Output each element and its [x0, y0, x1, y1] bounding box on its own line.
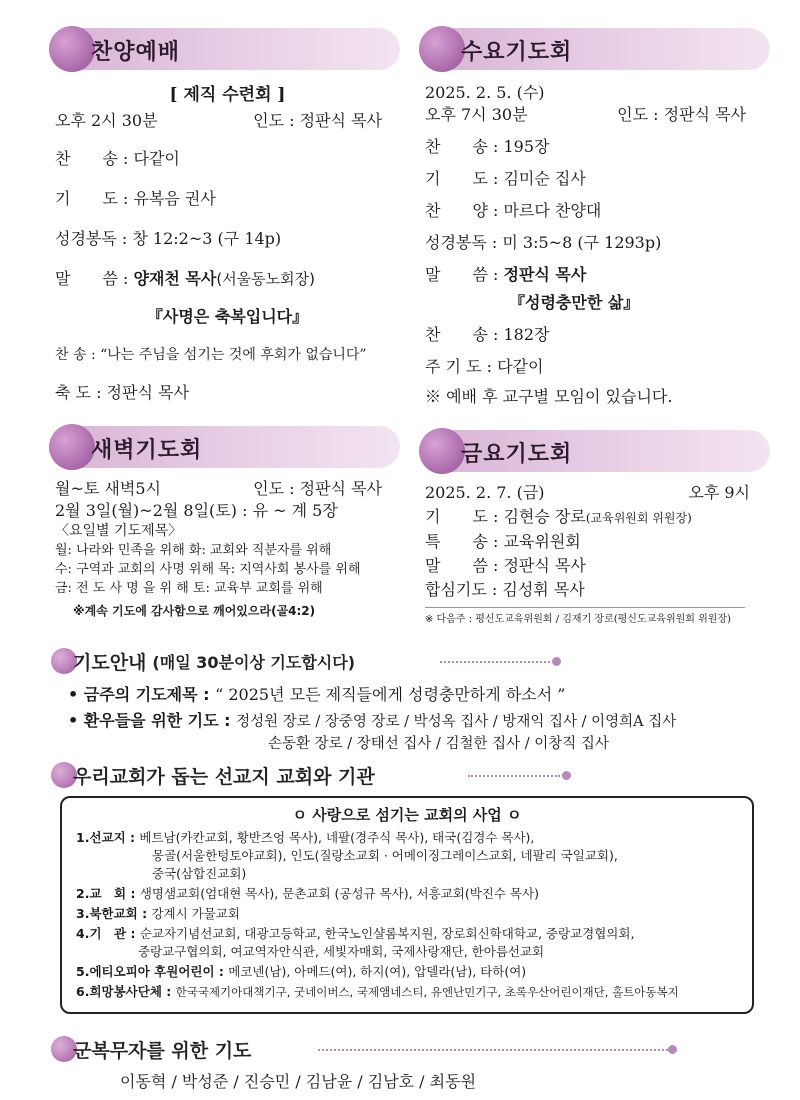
sunday-sermon — [55, 268, 400, 290]
military-title: 군복무자를 위한 기도 — [73, 1039, 252, 1062]
dawn-header — [55, 426, 400, 468]
dawn-verse: ※계속 기도에 감사함으로 깨어있으라(골4:2) — [73, 604, 316, 618]
friday-sermon: 말 씀 : 정판식 목사 — [425, 556, 586, 575]
sunday-closing-hymn: 찬 송 : “나는 주님을 섬기는 것에 후회가 없습니다” — [55, 347, 367, 363]
dawn-topic-2: 수: 구역과 교회의 사명 위해 목: 지역사회 봉사를 위해 — [55, 562, 361, 577]
mission-key: 6.희망봉사단체 : — [76, 984, 176, 999]
missions-box — [60, 796, 754, 1014]
sunday-section — [55, 28, 400, 621]
friday-next: ※ 다음주 : 평신도교육위원회 / 김재기 장로(평신도교육위원회 위원장) — [425, 614, 731, 625]
dot-icon — [552, 657, 561, 666]
friday-unison: 합심기도 : 김성휘 목사 — [425, 580, 585, 599]
dotted-divider — [318, 1049, 668, 1051]
wednesday-choir: 찬 양 : 마르다 찬양대 — [425, 201, 602, 220]
purple-ball-icon — [419, 26, 465, 72]
friday-prayer-label: 기 도 : 김현승 장로 — [425, 507, 586, 526]
sunday-sermon-label: 말 씀 : — [55, 269, 134, 288]
sunday-time: 오후 2시 30분 — [55, 111, 158, 130]
wednesday-hymn: 찬 송 : 195장 — [425, 137, 550, 156]
military-names: 이동혁 / 박성준 / 진승민 / 김남윤 / 김남호 / 최동원 — [120, 1072, 477, 1091]
mission-line: 메코넨(남), 아메드(여), 하지(여), 압델라(남), 타하(여) — [228, 964, 527, 979]
purple-ball-icon — [419, 428, 465, 474]
mission-key: 5.에티오피아 후원어린이 : — [76, 964, 229, 979]
wednesday-header — [425, 28, 770, 70]
wednesday-sermon-label: 말 씀 : — [425, 265, 504, 284]
mission-key: 3.북한교회 : — [76, 906, 152, 921]
sunday-prayer: 기 도 : 유복음 권사 — [55, 189, 216, 208]
dot-icon — [562, 771, 571, 780]
wednesday-section — [425, 28, 770, 628]
dotted-divider — [440, 661, 550, 663]
wednesday-prayer: 기 도 : 김미순 집사 — [425, 169, 586, 188]
weekly-prayer-label: • 금주의 기도제목 : — [68, 685, 216, 704]
prayer-guide-title: 기도안내 — [73, 651, 147, 674]
sunday-scripture: 성경봉독 : 창 12:2~3 (구 14p) — [55, 229, 282, 248]
sick-prayer-line1: 정성원 장로 / 장중영 장로 / 박성옥 집사 / 방재익 집사 / 이영희A 집사 — [236, 714, 677, 730]
mission-line: 베트남(카칸교회, 황반즈엉 목사), 네팔(경주식 목사), 태국(김경수 목사), — [139, 830, 535, 845]
weekly-prayer — [68, 684, 565, 706]
wednesday-sermon — [425, 264, 770, 286]
sick-prayer — [68, 710, 676, 733]
wednesday-sermon-speaker: 정판식 목사 — [503, 265, 587, 284]
sick-prayer-line2: 손동환 장로 / 장태선 집사 / 김철한 집사 / 이창직 집사 — [268, 736, 609, 752]
mission-line: 중랑교구협의회, 여교역자안식관, 세빛자매회, 국제사랑재단, 한아름선교회 — [138, 944, 545, 959]
dawn-time: 월~토 새벽5시 — [55, 479, 161, 498]
wednesday-lords-prayer: 주 기 도 : 다같이 — [425, 357, 544, 376]
sick-prayer-label: • 환우들을 위한 기도 : — [68, 711, 237, 730]
wednesday-title: 수요기도회 — [461, 40, 573, 65]
friday-header — [425, 430, 770, 472]
purple-ball-icon — [49, 26, 95, 72]
dot-icon — [668, 1045, 677, 1054]
weekly-prayer-text: “ 2025년 모든 제직들에게 성령충만하게 하소서 ” — [215, 685, 566, 704]
dawn-topics-title: 〈요일별 기도제목〉 — [55, 523, 183, 539]
wednesday-closing-hymn: 찬 송 : 182장 — [425, 325, 550, 344]
friday-special: 특 송 : 교육위원회 — [425, 532, 581, 551]
prayer-guide-header — [55, 648, 355, 674]
sunday-sermon-org: (서울동노회장) — [216, 270, 315, 288]
mission-line: 강계시 가물교회 — [151, 906, 240, 921]
mission-key: 1.선교지 : — [76, 830, 140, 845]
sunday-leader: 인도 : 정판식 목사 — [253, 111, 382, 130]
mission-key: 4.기 관 : — [76, 926, 140, 941]
friday-prayer — [425, 506, 770, 529]
mission-line: 생명샘교회(엄대현 목사), 문촌교회 (공성규 목사), 서흥교회(박진수 목사) — [139, 886, 539, 901]
wednesday-date: 2025. 2. 5. (수) — [425, 83, 545, 102]
dawn-range: 2월 3일(월)~2월 8일(토) : 유 ~ 계 5장 — [55, 501, 338, 520]
military-header — [55, 1036, 251, 1062]
sunday-event: [ 제직 수련회 ] — [169, 85, 286, 105]
dawn-title: 새벽기도회 — [91, 438, 203, 463]
prayer-guide-subtitle: (매일 30분이상 기도합시다) — [152, 652, 356, 672]
dotted-divider — [468, 775, 560, 777]
sunday-sermon-title: 『사명은 축복입니다』 — [146, 307, 309, 326]
wednesday-scripture: 성경봉독 : 미 3:5~8 (구 1293p) — [425, 233, 662, 252]
friday-time: 오후 9시 — [688, 483, 750, 502]
sunday-title: 찬양예배 — [91, 40, 181, 65]
mission-key: 2.교 회 : — [76, 886, 140, 901]
friday-title: 금요기도회 — [461, 442, 573, 467]
friday-date: 2025. 2. 7. (금) — [425, 483, 545, 502]
missions-header — [55, 762, 375, 788]
mission-line: 한국국제기아대책기구, 굿네이버스, 국제앰네스티, 유엔난민기구, 초록우산어린이재단, 홀트아동복지 — [175, 985, 679, 999]
sunday-benediction: 축 도 : 정판식 목사 — [55, 383, 189, 402]
sunday-sermon-speaker: 양재천 목사 — [133, 269, 217, 288]
mission-line: 중국(삼합진교회) — [152, 866, 247, 881]
dawn-topic-1: 월: 나라와 민족을 위해 화: 교회와 직분자를 위해 — [55, 543, 332, 558]
missions-title: 우리교회가 돕는 선교지 교회와 기관 — [73, 765, 375, 788]
missions-box-title: ㅇ 사랑으로 섬기는 교회의 사업 ㅇ — [292, 806, 522, 824]
wednesday-note: ※ 예배 후 교구별 모임이 있습니다. — [425, 387, 673, 406]
wednesday-sermon-title: 『성령충만한 삶』 — [509, 293, 640, 312]
wednesday-leader: 인도 : 정판식 목사 — [617, 105, 746, 124]
dawn-leader: 인도 : 정판식 목사 — [253, 479, 382, 498]
dawn-topic-3: 금: 전 도 사 명 을 위 해 토: 교육부 교회를 위해 — [55, 581, 323, 596]
wednesday-time: 오후 7시 30분 — [425, 105, 528, 124]
purple-ball-icon — [49, 424, 95, 470]
mission-line: 순교자기념선교회, 대광고등학교, 한국노인샬롬복지원, 장로회신학대학교, 중랑교경협의회, — [139, 926, 635, 941]
mission-line: 몽골(서울한텅토야교회), 인도(질랑소교회 · 어메이징그레이스교회, 네팔리 국일교회), — [152, 848, 618, 863]
sunday-hymn: 찬 송 : 다같이 — [55, 149, 180, 168]
friday-prayer-note: (교육위원회 위원장) — [585, 511, 692, 525]
sunday-header — [55, 28, 400, 70]
